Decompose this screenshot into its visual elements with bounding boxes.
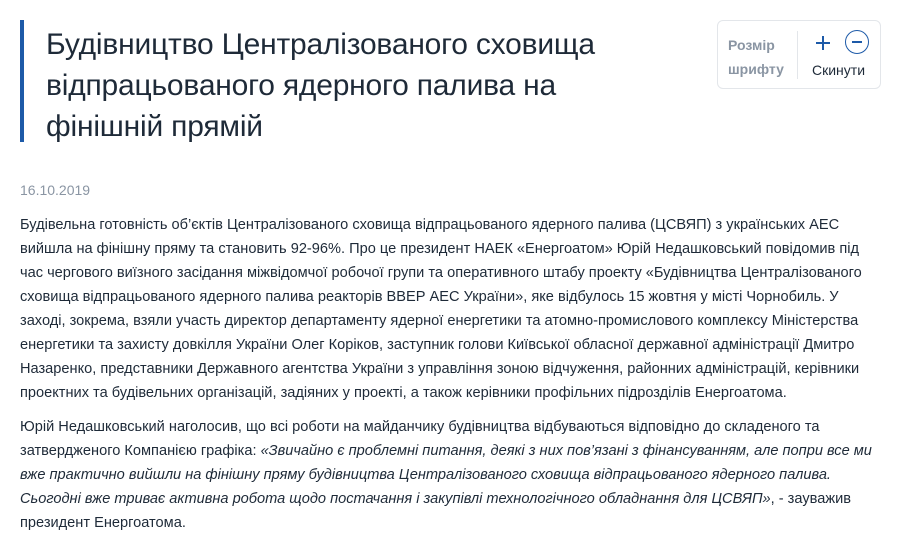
decrease-font-button[interactable] <box>845 30 869 54</box>
font-size-label: Розмір шрифту <box>728 37 784 77</box>
paragraph-2-quote: «Звичайно є проблемні питання, деякі з них пов’язані з фінансуванням, але попри все ми вже практично вийшли на фінішну пряму будівництва Централізованого сховища відпрацьованого ядерного палива. Сьогодні вже триває активна робота щодо постачання і закупівлі технологічного обладнання для ЦСВЯП» <box>20 443 872 507</box>
article-body <box>20 213 886 545</box>
minus-icon <box>851 35 863 49</box>
paragraph-2-intro: Юрій Недашковський наголосив, що всі роботи на майданчику будівництва відбуваються відповідно до складеного та затвердженого Компанією графіка: <box>20 419 820 459</box>
plus-icon <box>815 35 831 51</box>
font-size-divider <box>797 31 798 79</box>
font-size-widget <box>717 20 881 89</box>
article-paragraph-1: Будівельна готовність об’єктів Централізованого сховища відпрацьованого ядерного палива (ЦСВЯП) з українських АЕС вийшла на фінішну пряму та становить 92-96%. Про це президент НАЕК «Енергоатом» Юрій Недашковський повідомив під час чергового виїзного засідання міжвідомчої робочої групи та оперативного штабу проекту «Будівництва Централізованого сховища відпрацьованого ядерного палива реакторів ВВЕР АЕС України», яке відбулось 15 жовтня у місті Чорнобиль. У заході, зокрема, взяли участь директор департаменту ядерної енергетики та атомно-промислового комплексу Міністерства енергетики та захисту довкілля України Олег Коріков, заступник голови Київської обласної державної адміністрації Дмитро Назаренко, представники Державного агентства України з управління зоною відчуження, районних адміністрацій, керівники проектних та будівельних організацій, задіяних у проекті, а також керівники профільних підрозділів Енергоатома. <box>20 217 862 401</box>
increase-font-button[interactable] <box>811 30 835 54</box>
article-paragraph-2 <box>20 415 886 535</box>
paragraph-2-outro: , - зауважив президент Енергоатома. <box>20 491 851 531</box>
reset-font-button[interactable]: Скинути <box>812 62 866 78</box>
article-title: Будівництво Централізованого сховища відпрацьованого ядерного палива на фінішній прямій <box>46 28 595 143</box>
article-title-block <box>20 20 660 142</box>
article-date: 16.10.2019 <box>20 182 91 198</box>
